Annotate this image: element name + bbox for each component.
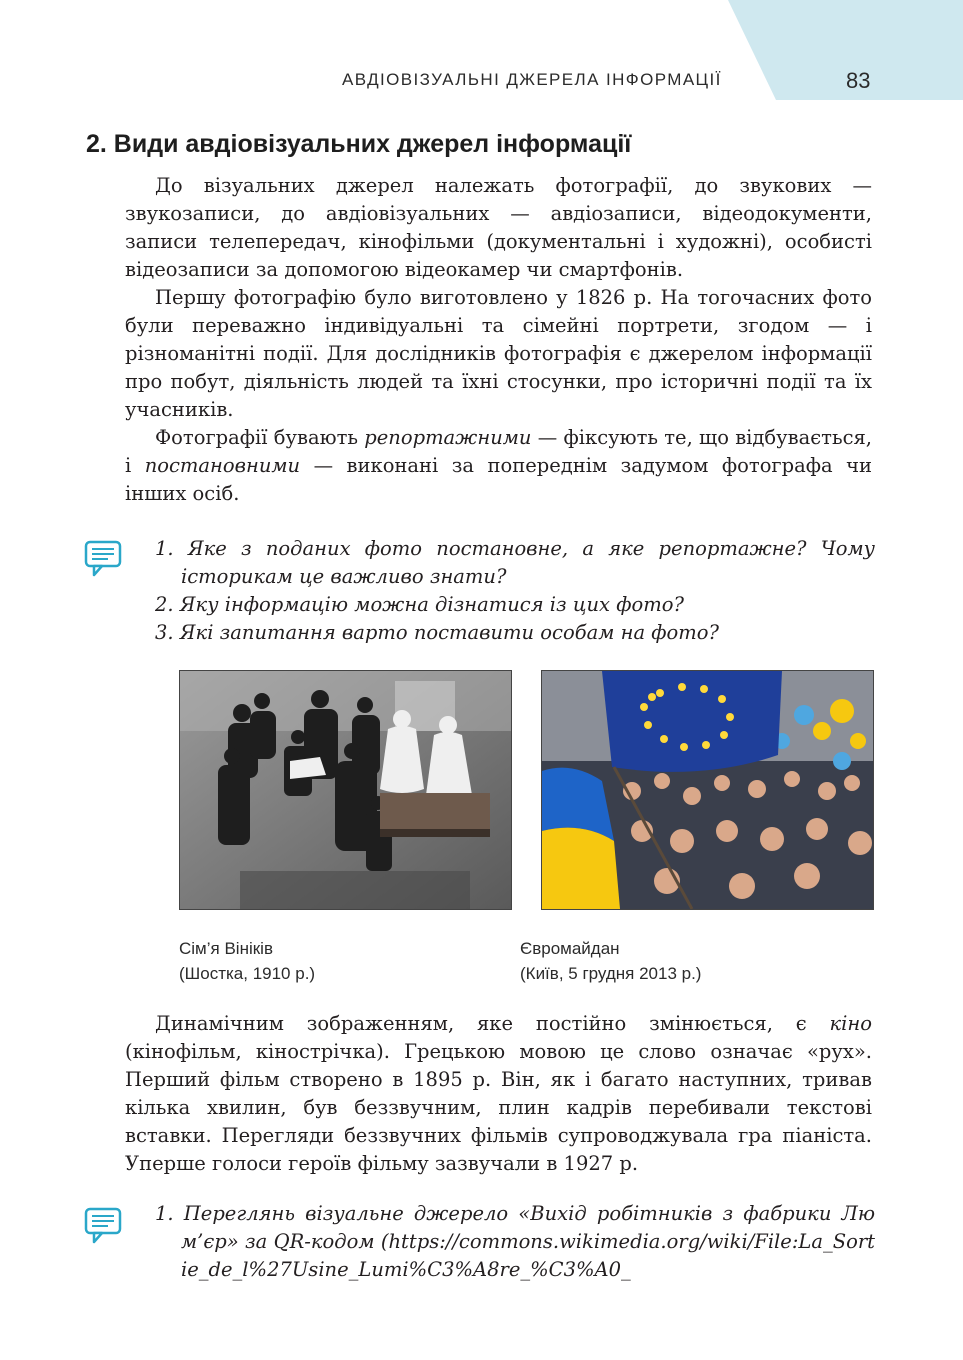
- paragraph-3-text-b: — фіксують те, що відбувається, і: [125, 426, 872, 477]
- caption-line: Сім’я Вініків: [179, 939, 273, 958]
- question-item: 3. Які запитання варто поставити особам на фото?: [155, 621, 719, 644]
- term-staged: постановними: [144, 454, 301, 477]
- page-number: 83: [846, 68, 871, 93]
- term-cinema: кіно: [829, 1012, 872, 1035]
- question-item: 1. Яке з поданих фото постановне, а яке репортажне? Чому історикам це важливо знати?: [155, 537, 875, 588]
- paragraph-3: [125, 424, 872, 508]
- section-heading: 2. Види авдіовізуальних джерел інформації: [86, 130, 632, 158]
- discussion-icon: [84, 1205, 124, 1245]
- paragraph-4-text-a: Динамічним зображенням, яке постійно змінюється, є: [155, 1012, 830, 1035]
- question-item: 1. Переглянь візуальне джерело «Вихід робітників з фабрики Люм’єр» за QR-кодом (https://commons.wikimedia.org/wiki/File:La_Sortie_de_l%27Usine_Lumi%C3%A8re_%C3%A0_: [155, 1202, 875, 1281]
- paragraph-3-text-c: — виконані за попереднім задумом фотографа чи інших осіб.: [125, 454, 872, 505]
- running-header-title: АВДІОВІЗУАЛЬНІ ДЖЕРЕЛА ІНФОРМАЦІЇ: [342, 70, 722, 89]
- questions-list-1: [155, 535, 875, 647]
- questions-list-2: [155, 1200, 875, 1284]
- family-photo: [179, 670, 512, 910]
- question-item: 2. Яку інформацію можна дізнатися із цих фото?: [155, 593, 684, 616]
- term-reportage: репортажними: [364, 426, 532, 449]
- caption-line: Євромайдан: [520, 939, 620, 958]
- paragraph-2-text: Першу фотографію було виготовлено у 1826 р. На тогочасних фото були переважно індивідуальні та сімейні портрети, згодом — і різноманітні події. Для дослідників фотографія є джерелом інформації про побут, діяльність людей та їхні стосунки, про історичні події та їх учасників.: [125, 286, 872, 421]
- paragraph-4: [125, 1010, 872, 1178]
- discussion-icon: [84, 538, 124, 578]
- paragraph-1-text: До візуальних джерел належать фотографії, до звукових — звукозаписи, до авдіовізуальних — авдіозаписи, відеодокументи, записи телепередач, кінофільми (документальні і художні), особисті відеозаписи за допомогою відеокамер чи смартфонів.: [125, 174, 872, 281]
- family-photo-caption: [179, 936, 315, 986]
- paragraph-2: [125, 284, 872, 424]
- euromaidan-photo-caption: [520, 936, 701, 986]
- euromaidan-photo: [541, 670, 874, 910]
- caption-line: (Шостка, 1910 р.): [179, 964, 316, 983]
- paragraph-3-text-a: Фотографії бувають: [155, 426, 365, 449]
- paragraph-1: [125, 172, 872, 284]
- paragraph-4-text-b: (кінофільм, кінострічка). Грецькою мовою це слово означає «рух». Перший фільм створено в 1895 р. Він, як і багато наступних, тривав кілька хвилин, був беззвучним, плин кадрів перебивали текстові вставки. Перегляди беззвучних фільмів супроводжувала гра піаніста. Уперше голоси героїв фільму зазвучали в 1927 р.: [125, 1040, 872, 1175]
- caption-line: (Київ, 5 грудня 2013 р.): [520, 964, 702, 983]
